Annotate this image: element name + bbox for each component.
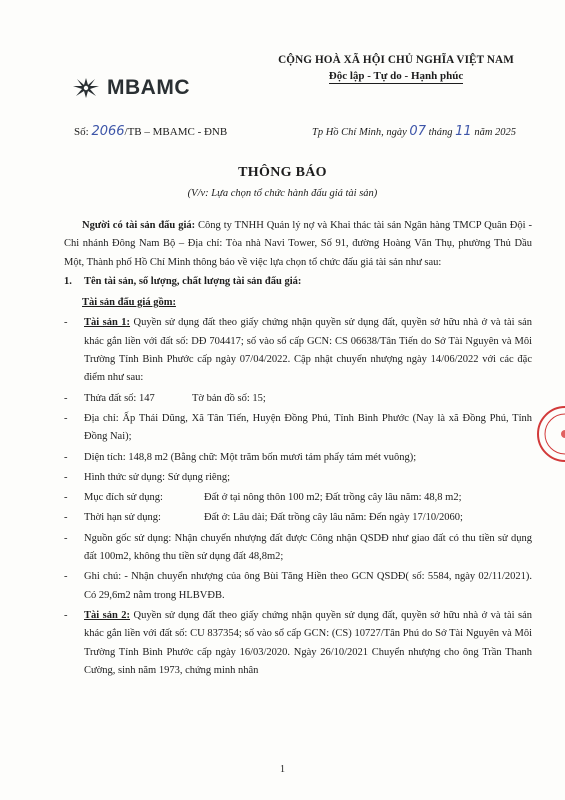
company-logo: [71, 76, 190, 100]
brand-name: MBAMC: [107, 76, 190, 99]
note-info: - Ghi chú: - Nhận chuyển nhượng của ông Bùi Tăng Hiền theo GCN QSDĐ( số: 5584, ngày 02/11/2021). Có 29,6m2 nằm trong HLBVĐB.: [64, 568, 532, 605]
intro-paragraph: Người có tài sản đấu giá: Công ty TNHH Quản lý nợ và Khai thác tài sản Ngân hàng TMCP Quân Đội - Chi nhánh Đông Nam Bộ – Địa chỉ: Tòa nhà Navi Tower, Số 91, đường Hoàng Văn Thụ, phường Thủ Dầu Một, Thành phố Hồ Chí Minh thông báo về việc lựa chọn tổ chức đấu giá tài sản như sau:: [64, 220, 532, 268]
address-info: - Địa chỉ: Ấp Thái Dũng, Xã Tân Tiến, Huyện Đồng Phú, Tỉnh Bình Phước (Nay là xã Đồng Phú, Tỉnh Đồng Nai);: [64, 410, 532, 447]
national-header: [266, 54, 526, 82]
page-number: 1: [280, 764, 285, 775]
area-info: - Diện tích: 148,8 m2 (Bằng chữ: Một trăm bốn mươi tám phẩy tám mét vuông);: [64, 449, 532, 467]
parcel-info: - Thửa đất số: 147 Tờ bản đồ số: 15;: [64, 390, 532, 408]
document-date: Tp Hồ Chí Minh, ngày 07 tháng 11 năm 2025: [312, 124, 517, 139]
date-day: 07: [409, 124, 426, 139]
section-1-heading: 1. Tên tài sản, số lượng, chất lượng tài sản đấu giá:: [64, 275, 302, 287]
purpose-info: - Mục đích sử dụng: Đất ở tại nông thôn 100 m2; Đất trồng cây lâu năm: 48,8 m2;: [64, 489, 532, 507]
origin-info: - Nguồn gốc sử dụng: Nhận chuyển nhượng đất được Công nhận QSDĐ như giao đất có thu tiền sử dụng đất 100m2, không thu tiền sử dụng đất 48,8m2;: [64, 530, 532, 567]
document-reference: Số: 2066/TB – MBAMC - ĐNB: [74, 124, 228, 139]
nation-name: CỘNG HOÀ XÃ HỘI CHỦ NGHĨA VIỆT NAM: [278, 54, 514, 66]
red-seal-stamp: [535, 404, 565, 464]
asset-2: - Tài sản 2: Quyền sử dụng đất theo giấy chứng nhận quyền sử dụng đất, quyền sở hữu nhà ở và tài sản khác gắn liền với đất số: CU 837354; số vào sổ cấp GCN: (CS) 10727/Tân Phú do Sở Tài Nguyên và Môi Trường Tỉnh Bình Phước cấp ngày 16/03/2020. Ngày 26/10/2021 Chuyển nhượng cho ông Trần Thanh Cường, sinh năm 1973, chứng minh nhân: [64, 607, 532, 680]
asset-1: - Tài sản 1: Quyền sử dụng đất theo giấy chứng nhận quyền sử dụng đất, quyền sở hữu nhà ở và tài sản khác gắn liền với đất số: DĐ 704417; số vào sổ cấp GCN: CS 06638/Tân Tiến do Sở Tài Nguyên và Môi Trường Tỉnh Bình Phước cấp ngày 07/04/2022. Cập nhật chuyển nhượng ngày 14/06/2022 với các đặc điểm như sau:: [64, 314, 532, 387]
document-body: [64, 217, 532, 682]
assets-heading: Tài sản đấu giá gồm:: [82, 297, 176, 309]
document-subtitle: (V/v: Lựa chọn tổ chức hành đấu giá tài sản): [187, 188, 378, 199]
national-motto: Độc lập - Tự do - Hạnh phúc: [328, 70, 464, 82]
reference-number: 2066: [91, 124, 125, 139]
usage-form-info: - Hình thức sử dụng: Sử dụng riêng;: [64, 469, 532, 487]
mbamc-star-icon: [71, 76, 101, 100]
date-month: 11: [455, 124, 472, 139]
term-info: - Thời hạn sử dụng: Đất ở: Lâu dài; Đất trồng cây lâu năm: Đến ngày 17/10/2060;: [64, 509, 532, 527]
document-title: THÔNG BÁO: [238, 165, 327, 180]
